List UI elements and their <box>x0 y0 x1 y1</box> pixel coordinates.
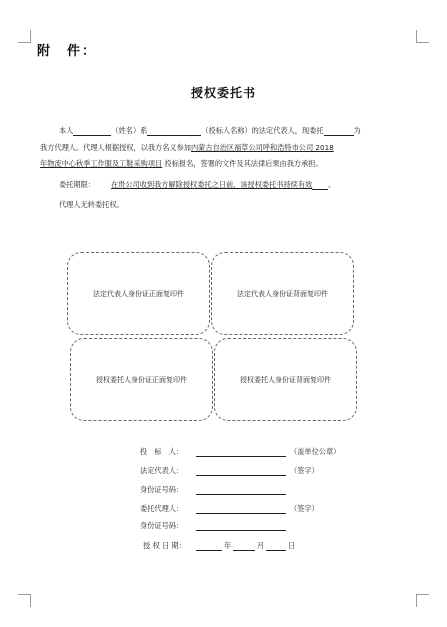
crop-mark-bottom-right <box>416 594 429 607</box>
period-end: 。 <box>328 180 336 189</box>
id-box-legal-front: 法定代表人身份证正面复印件 <box>67 252 210 335</box>
agent-note: （签字） <box>290 504 319 513</box>
para1-line1 <box>59 126 361 136</box>
crop-mark-bottom-left <box>18 594 31 607</box>
project-name-part1: 内蒙古自治区福草公司呼和浩特市公司 2018 <box>190 143 334 152</box>
name-blank[interactable] <box>73 127 111 136</box>
para1-text: 为 <box>353 126 361 135</box>
id-number-label-1: 身份证号码： <box>140 485 184 494</box>
day-line[interactable] <box>266 550 286 551</box>
para1-line2 <box>40 143 334 153</box>
legal-rep-note: （签字） <box>290 466 319 475</box>
date-label: 授 权 日 期： <box>143 541 186 550</box>
para1-text: （投标人名称）的法定代表人，现委托 <box>201 126 324 135</box>
crop-mark-top-left <box>18 30 31 43</box>
agent-label: 委托代理人： <box>140 504 184 513</box>
agent-line[interactable] <box>196 513 286 514</box>
para1-text: 投标报名，签署的文件及其法律后果由我方承担。 <box>164 159 323 168</box>
bidder-note: （盖单位公章） <box>290 447 341 456</box>
project-name-part2: 年物流中心秋季工作服及工鞋采购项目 <box>40 159 163 168</box>
id-box-agent-front: 授权委托人身份证正面复印件 <box>70 338 213 421</box>
attachment-label: 附 件： <box>37 44 98 59</box>
month-label: 月 <box>257 541 265 550</box>
id-number-line-2[interactable] <box>196 530 286 531</box>
para3-line: 代理人无转委托权。 <box>59 200 124 209</box>
id-box-legal-back: 法定代表人身份证背面复印件 <box>211 252 354 335</box>
para1-text: 本人 <box>59 126 74 135</box>
bidder-name-blank[interactable] <box>147 127 201 136</box>
para1-text: 我方代理人。代理人根据授权，以我方名义参加 <box>40 143 191 152</box>
crop-mark-top-right <box>416 30 429 43</box>
period-label: 委托期限： <box>59 180 95 189</box>
document-title: 授权委托书 <box>190 86 256 100</box>
day-label: 日 <box>288 541 296 550</box>
para1-text: （姓名）系 <box>111 126 148 135</box>
year-label: 年 <box>224 541 232 550</box>
id-number-line-1[interactable] <box>196 494 286 495</box>
agent-name-blank[interactable] <box>324 127 354 136</box>
legal-rep-label: 法定代表人： <box>140 466 184 475</box>
year-line[interactable] <box>196 550 222 551</box>
bidder-line[interactable] <box>196 456 286 457</box>
para1-line3 <box>40 159 323 169</box>
legal-rep-line[interactable] <box>196 475 286 476</box>
period-text: 在贵公司收到我方解除授权委托之日前，该授权委托书持续有效 <box>110 180 313 189</box>
id-box-agent-back: 授权委托人身份证背面复印件 <box>214 338 357 421</box>
para2-line <box>59 180 335 190</box>
bidder-label: 投 标 人： <box>140 447 184 456</box>
period-blank[interactable] <box>312 181 328 190</box>
month-line[interactable] <box>233 550 255 551</box>
id-number-label-2: 身份证号码： <box>140 521 184 530</box>
